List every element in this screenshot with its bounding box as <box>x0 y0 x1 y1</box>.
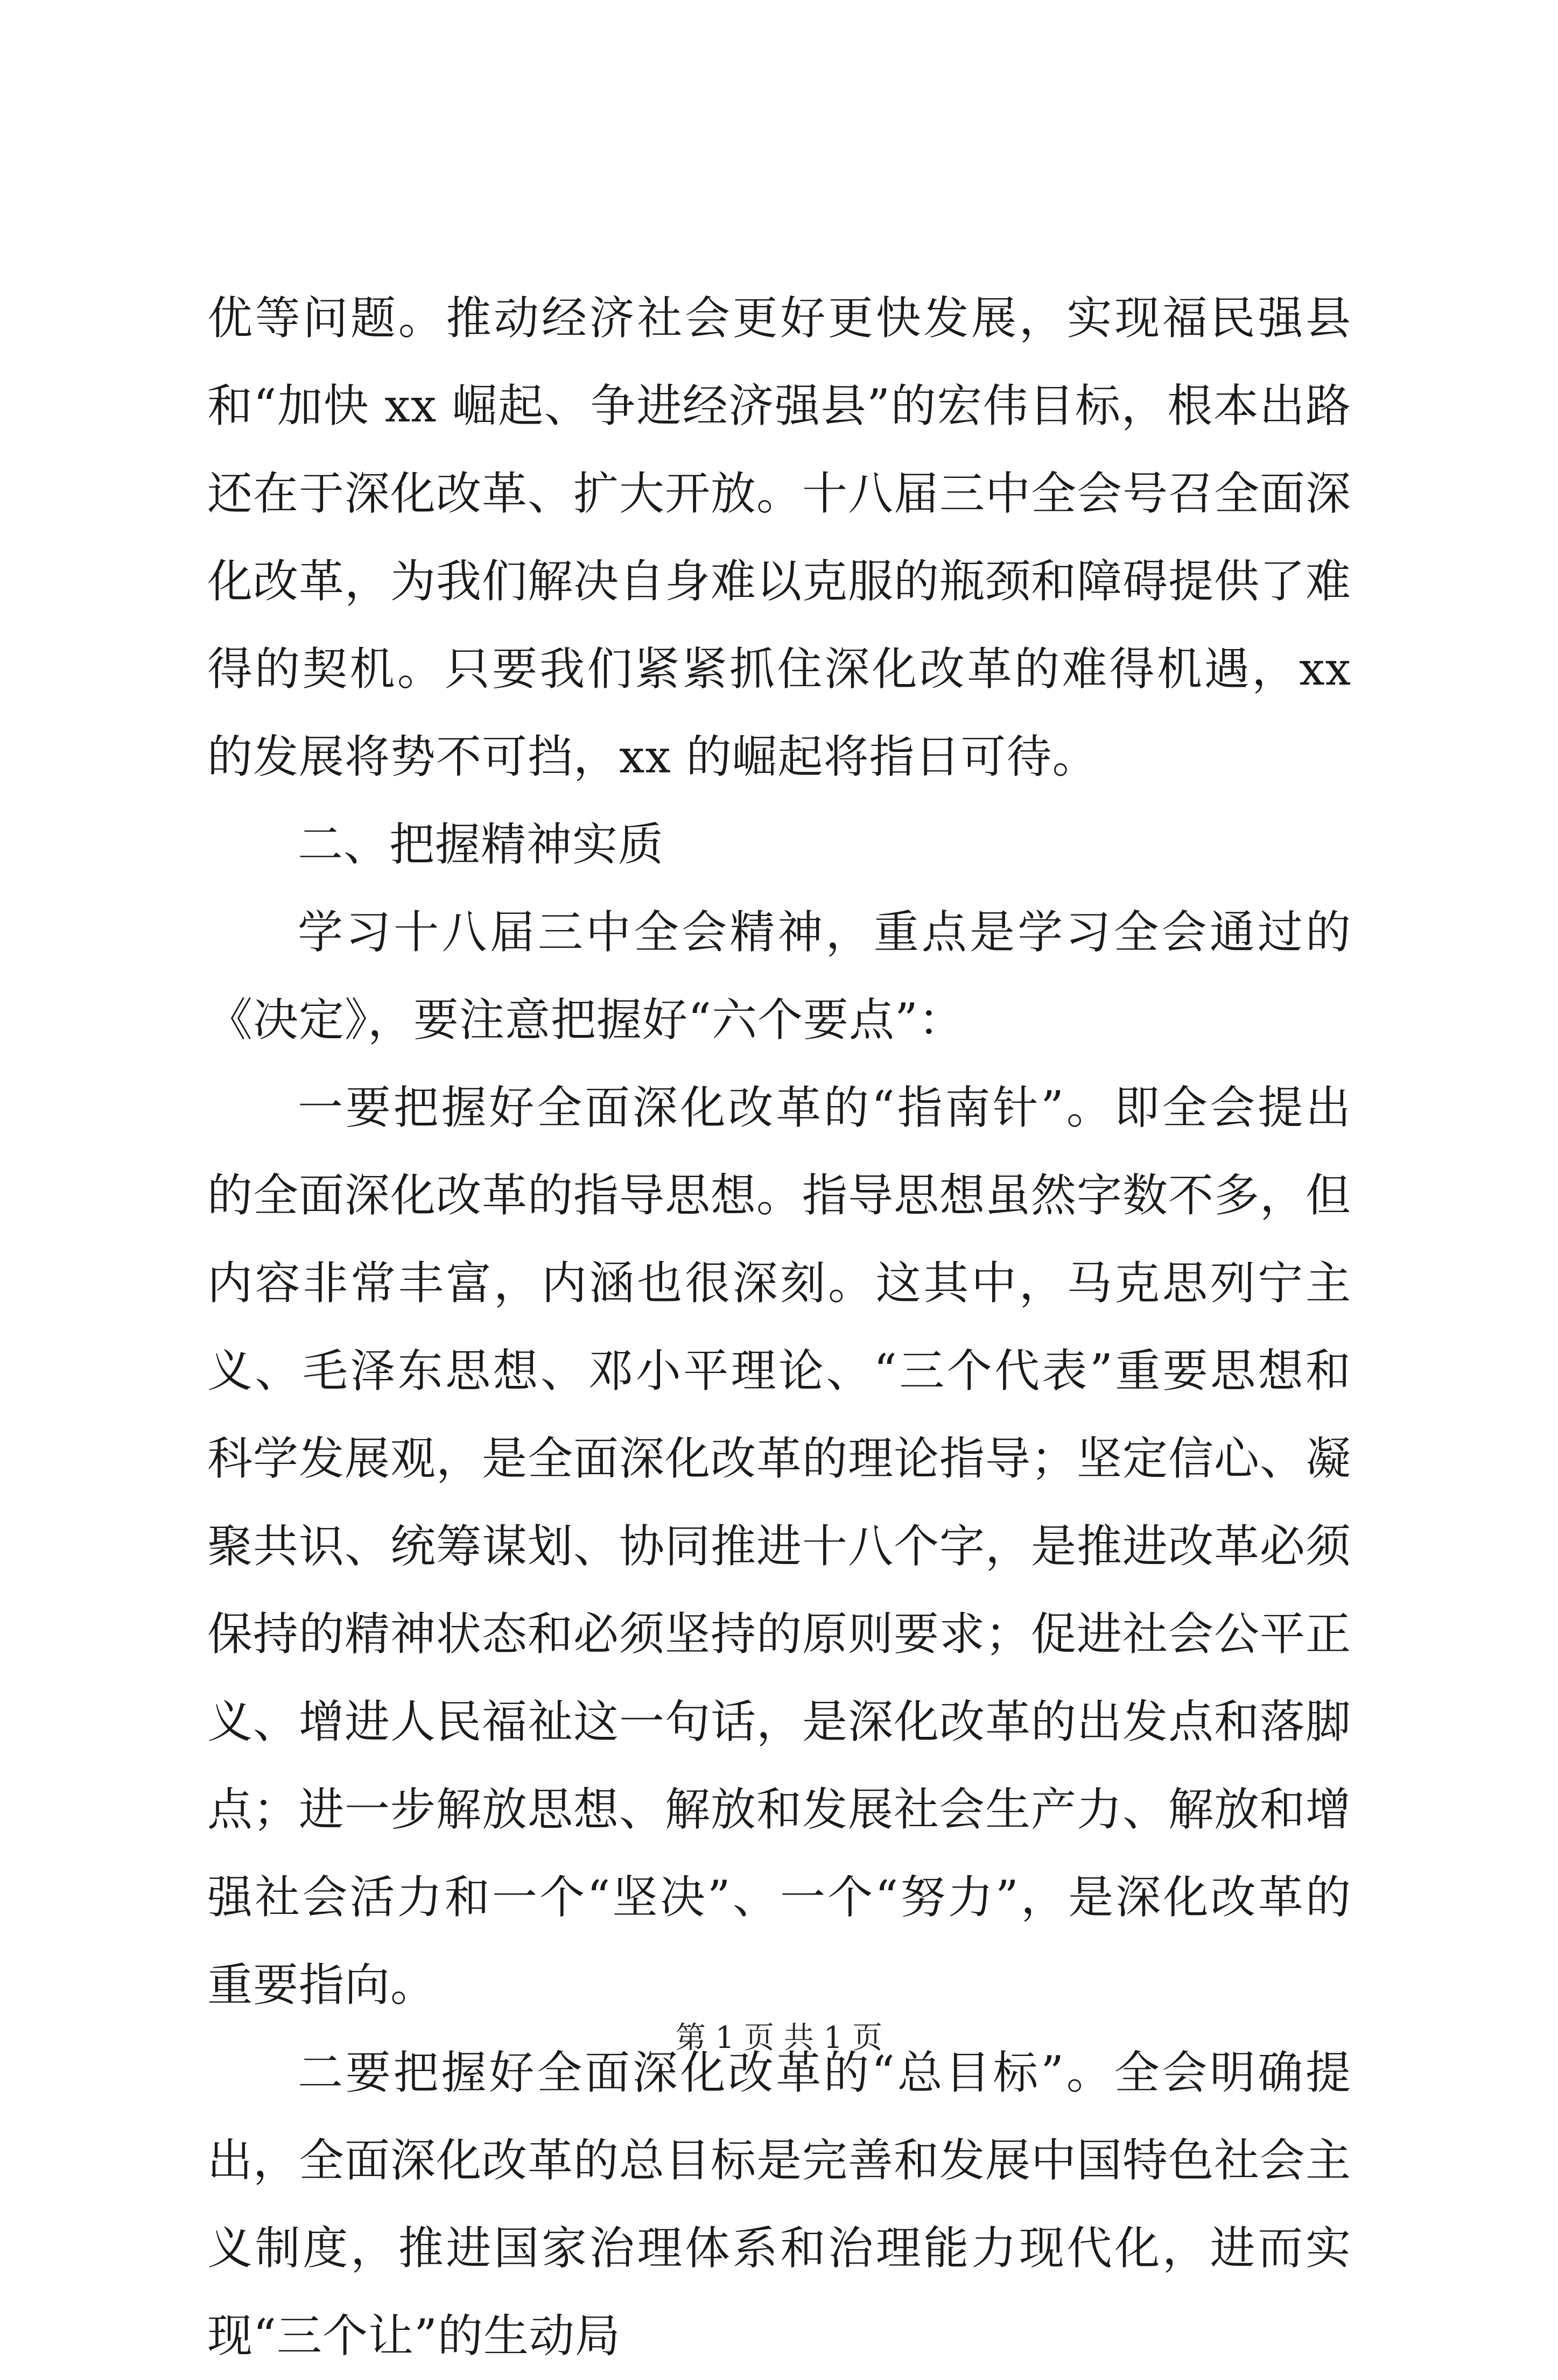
page-footer: 第 1 页 共 1 页 <box>675 2020 883 2055</box>
paragraph-point-one: 一要把握好全面深化改革的“指南针”。即全会提出的全面深化改革的指导思想。指导思想虽然字数不多，但内容非常丰富，内涵也很深刻。这其中，马克思列宁主义、毛泽东思想、邓小平理论、“三个代表”重要思想和科学发展观，是全面深化改革的理论指导；坚定信心、凝聚共识、统筹谋划、协同推进十八个字，是推进改革必须保持的精神状态和必须坚持的原则要求；促进社会公平正义、增进人民福祉这一句话，是深化改革的出发点和落脚点；进一步解放思想、解放和发展社会生产力、解放和增强社会活力和一个“坚决”、一个“努力”，是深化改革的重要指向。 <box>207 1081 1352 2011</box>
paragraph-point-two: 二要把握好全面深化改革的“总目标”。全会明确提出，全面深化改革的总目标是完善和发展中国特色社会主义制度，推进国家治理体系和治理能力现代化，进而实现“三个让”的生动局 <box>207 2046 1352 2362</box>
section-heading: 二、把握精神实质 <box>298 818 664 871</box>
document-body <box>207 274 1351 2380</box>
paragraph-continuation: 优等问题。推动经济社会更好更快发展，实现福民强县和“加快 xx 崛起、争进经济强县”的宏伟目标，根本出路还在于深化改革、扩大开放。十八届三中全会号召全面深化改革，为我们解决自身难以克服的瓶颈和障碍提供了难得的契机。只要我们紧紧抓住深化改革的难得机遇，xx 的发展将势不可挡，xx 的崛起将指日可待。 <box>207 292 1352 783</box>
paragraph-intro: 学习十八届三中全会精神，重点是学习全会通过的《决定》，要注意把握好“六个要点”： <box>207 906 1351 1046</box>
